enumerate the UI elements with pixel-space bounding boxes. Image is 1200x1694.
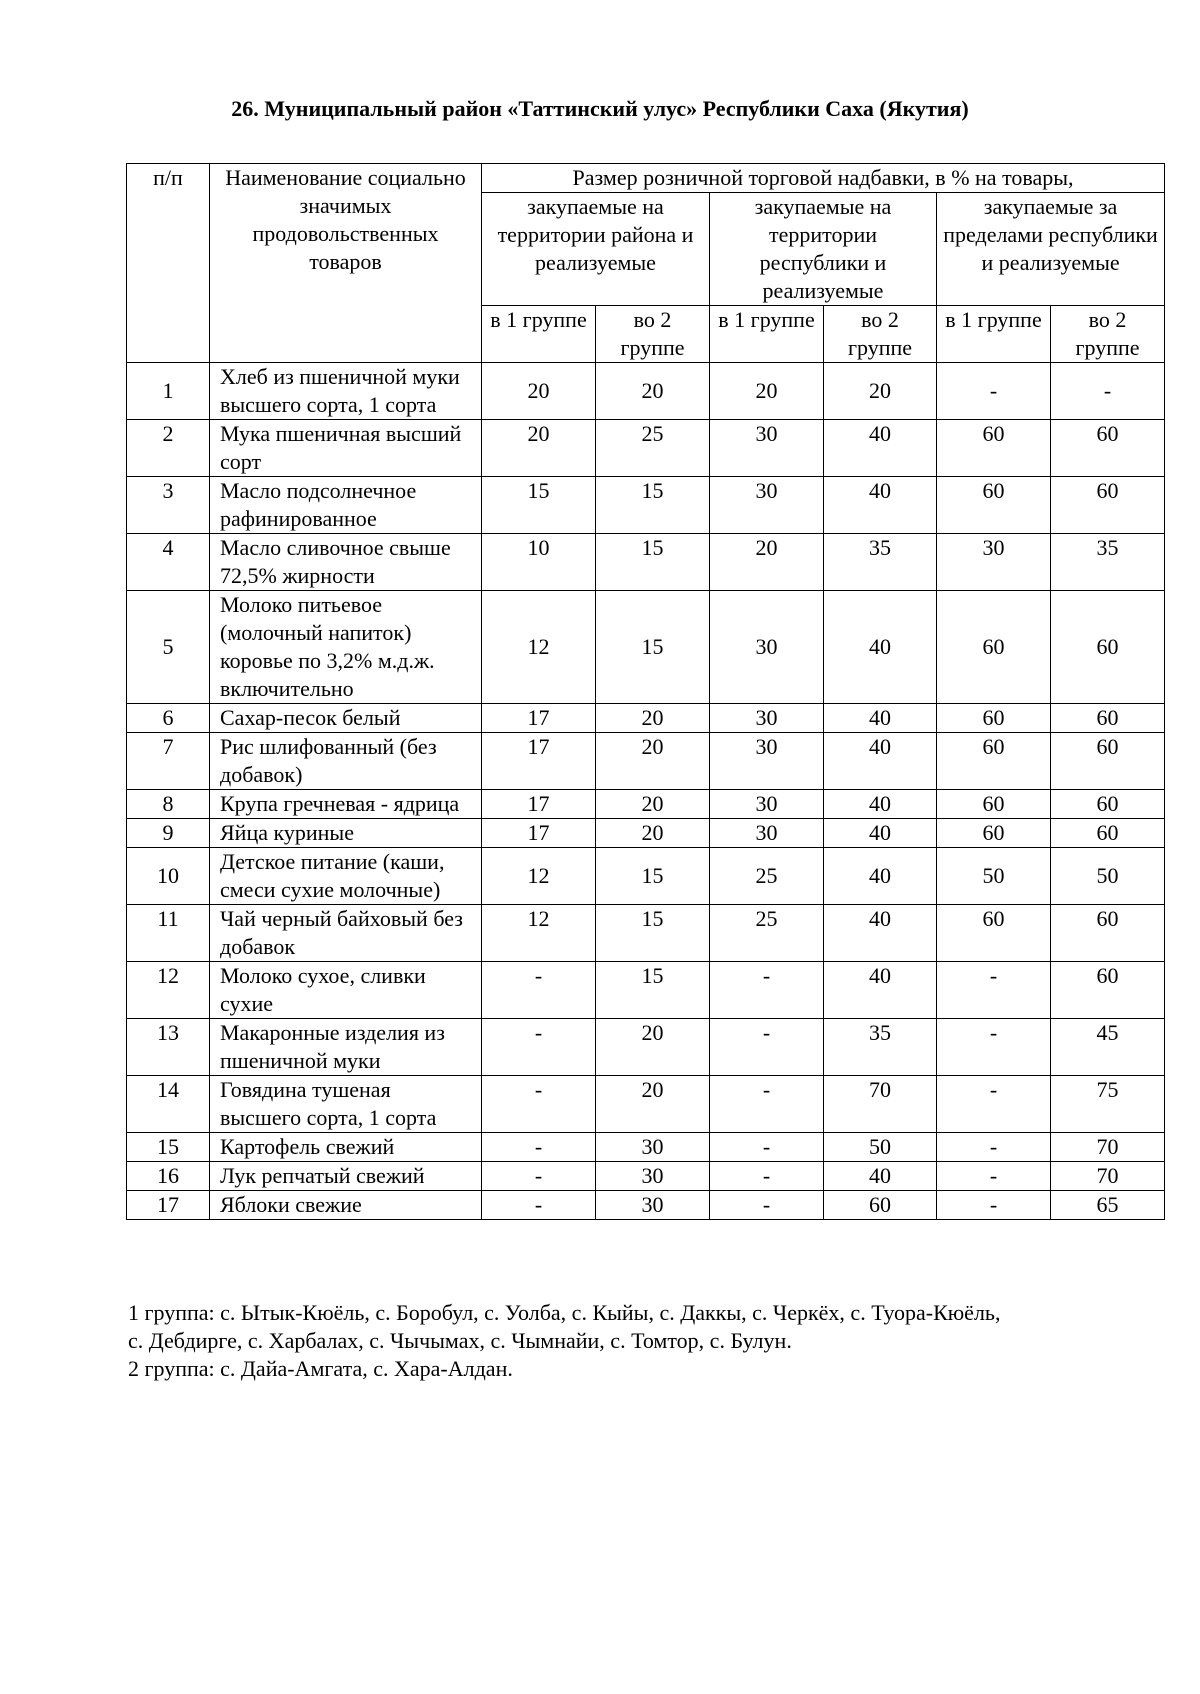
page-title: 26. Муниципальный район «Таттинский улус» Республики Саха (Якутия) [231,96,969,121]
row-product-name: Лук репчатый свежий [210,1162,482,1191]
header-group-1: в 1 группе [482,306,596,363]
row-markup-value: 60 [1051,477,1165,534]
row-markup-value: - [1051,363,1165,420]
row-markup-value: 45 [1051,1019,1165,1076]
row-markup-value: 40 [824,905,937,962]
row-markup-value: - [937,1162,1051,1191]
table-row [127,363,1165,420]
header-republic: закупаемые на территории республики и реализуемые [710,193,937,306]
row-markup-value: 40 [824,962,937,1019]
table-row [127,420,1165,477]
row-markup-value: - [482,1162,596,1191]
header-group-2: во 2 группе [824,306,937,363]
row-markup-value: 12 [482,591,596,704]
table-row [127,1019,1165,1076]
row-markup-value: - [710,1133,824,1162]
row-markup-value: 35 [1051,534,1165,591]
row-markup-value: 65 [1051,1191,1165,1220]
row-markup-value: 20 [596,1019,710,1076]
row-markup-value: - [710,1076,824,1133]
table-row [127,704,1165,733]
row-markup-value: 30 [710,420,824,477]
row-markup-value: - [937,1191,1051,1220]
row-markup-value: - [482,1019,596,1076]
row-markup-value: 12 [482,905,596,962]
row-markup-value: 17 [482,819,596,848]
row-markup-value: 60 [1051,962,1165,1019]
row-markup-value: 40 [824,1162,937,1191]
row-markup-value: 40 [824,848,937,905]
row-markup-value: 15 [596,534,710,591]
row-markup-value: 15 [596,848,710,905]
row-markup-value: 30 [710,591,824,704]
header-markup-size: Размер розничной торговой надбавки, в % на товары, [482,164,1165,193]
row-markup-value: 70 [1051,1133,1165,1162]
row-markup-value: 60 [824,1191,937,1220]
row-product-name: Яблоки свежие [210,1191,482,1220]
row-product-name: Чай черный байховый без добавок [210,905,482,962]
row-markup-value: 20 [596,733,710,790]
row-number: 17 [127,1191,210,1220]
header-group-2: во 2 группе [1051,306,1165,363]
row-markup-value: 40 [824,819,937,848]
row-markup-value: 12 [482,848,596,905]
row-markup-value: 25 [710,905,824,962]
row-markup-value: 40 [824,591,937,704]
row-markup-value: - [937,363,1051,420]
footnote-line: с. Дебдирге, с. Харбалах, с. Чычымах, с. Чымнайи, с. Томтор, с. Булун. [128,1328,792,1353]
row-markup-value: 15 [596,591,710,704]
footnote-line: 2 группа: с. Дайа-Амгата, с. Хара-Алдан. [128,1356,513,1381]
row-product-name: Хлеб из пшеничной муки высшего сорта, 1 сорта [210,363,482,420]
row-markup-value: 30 [710,819,824,848]
row-markup-value: 35 [824,1019,937,1076]
row-markup-value: 20 [596,1076,710,1133]
row-number: 11 [127,905,210,962]
row-product-name: Масло подсолнечное рафинированное [210,477,482,534]
row-number: 5 [127,591,210,704]
row-number: 7 [127,733,210,790]
header-number: п/п [127,164,210,363]
row-markup-value: 30 [710,733,824,790]
row-markup-value: 17 [482,790,596,819]
row-markup-value: 60 [937,733,1051,790]
row-product-name: Яйца куриные [210,819,482,848]
row-markup-value: 60 [937,819,1051,848]
row-number: 16 [127,1162,210,1191]
row-markup-value: 60 [1051,704,1165,733]
table-row [127,848,1165,905]
header-product-name: Наименование социально значимых продовольственных товаров [210,164,482,363]
row-markup-value: 40 [824,790,937,819]
table-row [127,962,1165,1019]
row-markup-value: 20 [596,790,710,819]
table-row [127,477,1165,534]
row-number: 14 [127,1076,210,1133]
row-markup-value: 20 [482,420,596,477]
row-product-name: Мука пшеничная высший сорт [210,420,482,477]
row-markup-value: 60 [937,477,1051,534]
row-markup-value: 20 [596,363,710,420]
row-markup-value: 30 [596,1133,710,1162]
header-outside-republic: закупаемые за пределами республики и реализуемые [937,193,1165,306]
table-row [127,790,1165,819]
row-number: 2 [127,420,210,477]
table-row [127,819,1165,848]
row-markup-value: 30 [596,1191,710,1220]
row-markup-value: 30 [710,704,824,733]
markup-table [126,163,1165,1220]
row-product-name: Макаронные изделия из пшеничной муки [210,1019,482,1076]
row-markup-value: 20 [596,704,710,733]
row-number: 4 [127,534,210,591]
row-product-name: Картофель свежий [210,1133,482,1162]
row-markup-value: 60 [937,704,1051,733]
row-markup-value: 30 [596,1162,710,1191]
row-markup-value: - [937,1019,1051,1076]
row-markup-value: 17 [482,733,596,790]
row-markup-value: 50 [1051,848,1165,905]
row-product-name: Молоко питьевое (молочный напиток) коровье по 3,2% м.д.ж. включительно [210,591,482,704]
row-markup-value: - [710,1019,824,1076]
table-row [127,1162,1165,1191]
row-product-name: Детское питание (каши, смеси сухие молочные) [210,848,482,905]
row-markup-value: - [482,1191,596,1220]
table-body [127,363,1165,1220]
row-number: 1 [127,363,210,420]
footnotes [128,1299,1168,1383]
header-group-1: в 1 группе [710,306,824,363]
row-markup-value: 60 [1051,420,1165,477]
table-row [127,1133,1165,1162]
row-product-name: Крупа гречневая - ядрица [210,790,482,819]
row-number: 13 [127,1019,210,1076]
row-markup-value: 60 [937,905,1051,962]
table-row [127,534,1165,591]
row-markup-value: 20 [824,363,937,420]
row-markup-value: - [710,1191,824,1220]
table-row [127,1191,1165,1220]
table-row [127,591,1165,704]
row-markup-value: 30 [937,534,1051,591]
row-markup-value: 50 [937,848,1051,905]
row-product-name: Сахар-песок белый [210,704,482,733]
row-markup-value: 60 [937,591,1051,704]
row-markup-value: 25 [596,420,710,477]
row-markup-value: 20 [710,534,824,591]
row-markup-value: 75 [1051,1076,1165,1133]
row-markup-value: 15 [596,477,710,534]
row-markup-value: 60 [937,420,1051,477]
row-number: 9 [127,819,210,848]
row-markup-value: 60 [937,790,1051,819]
row-markup-value: 60 [1051,733,1165,790]
row-number: 12 [127,962,210,1019]
row-markup-value: 70 [1051,1162,1165,1191]
row-markup-value: - [710,962,824,1019]
row-markup-value: 20 [482,363,596,420]
row-markup-value: 20 [596,819,710,848]
row-markup-value: - [937,1133,1051,1162]
row-markup-value: 70 [824,1076,937,1133]
row-markup-value: 15 [596,905,710,962]
header-group-2: во 2 группе [596,306,710,363]
row-markup-value: 10 [482,534,596,591]
row-markup-value: 60 [1051,905,1165,962]
row-number: 6 [127,704,210,733]
row-markup-value: 60 [1051,819,1165,848]
row-markup-value: 20 [710,363,824,420]
header-group-1: в 1 группе [937,306,1051,363]
row-number: 8 [127,790,210,819]
row-markup-value: 30 [710,477,824,534]
row-markup-value: 30 [710,790,824,819]
row-markup-value: - [482,962,596,1019]
row-markup-value: - [710,1162,824,1191]
row-markup-value: 15 [482,477,596,534]
row-number: 10 [127,848,210,905]
row-markup-value: - [937,1076,1051,1133]
row-product-name: Рис шлифованный (без добавок) [210,733,482,790]
row-number: 3 [127,477,210,534]
row-markup-value: 25 [710,848,824,905]
row-markup-value: - [482,1076,596,1133]
row-product-name: Молоко сухое, сливки сухие [210,962,482,1019]
row-product-name: Масло сливочное свыше 72,5% жирности [210,534,482,591]
row-number: 15 [127,1133,210,1162]
row-markup-value: 60 [1051,790,1165,819]
row-markup-value: - [482,1133,596,1162]
footnote-line: 1 группа: с. Ытык-Кюёль, с. Боробул, с. Уолба, с. Кыйы, с. Даккы, с. Черкёх, с. Туора-Кюёль, [128,1300,1001,1325]
row-markup-value: 17 [482,704,596,733]
row-markup-value: 50 [824,1133,937,1162]
table-row [127,733,1165,790]
row-markup-value: 15 [596,962,710,1019]
table-row [127,905,1165,962]
row-markup-value: 60 [1051,591,1165,704]
table-row [127,1076,1165,1133]
header-district: закупаемые на территории района и реализуемые [482,193,710,306]
row-markup-value: 40 [824,420,937,477]
row-markup-value: 40 [824,704,937,733]
row-markup-value: 40 [824,733,937,790]
row-markup-value: 40 [824,477,937,534]
row-markup-value: - [937,962,1051,1019]
row-product-name: Говядина тушеная высшего сорта, 1 сорта [210,1076,482,1133]
row-markup-value: 35 [824,534,937,591]
